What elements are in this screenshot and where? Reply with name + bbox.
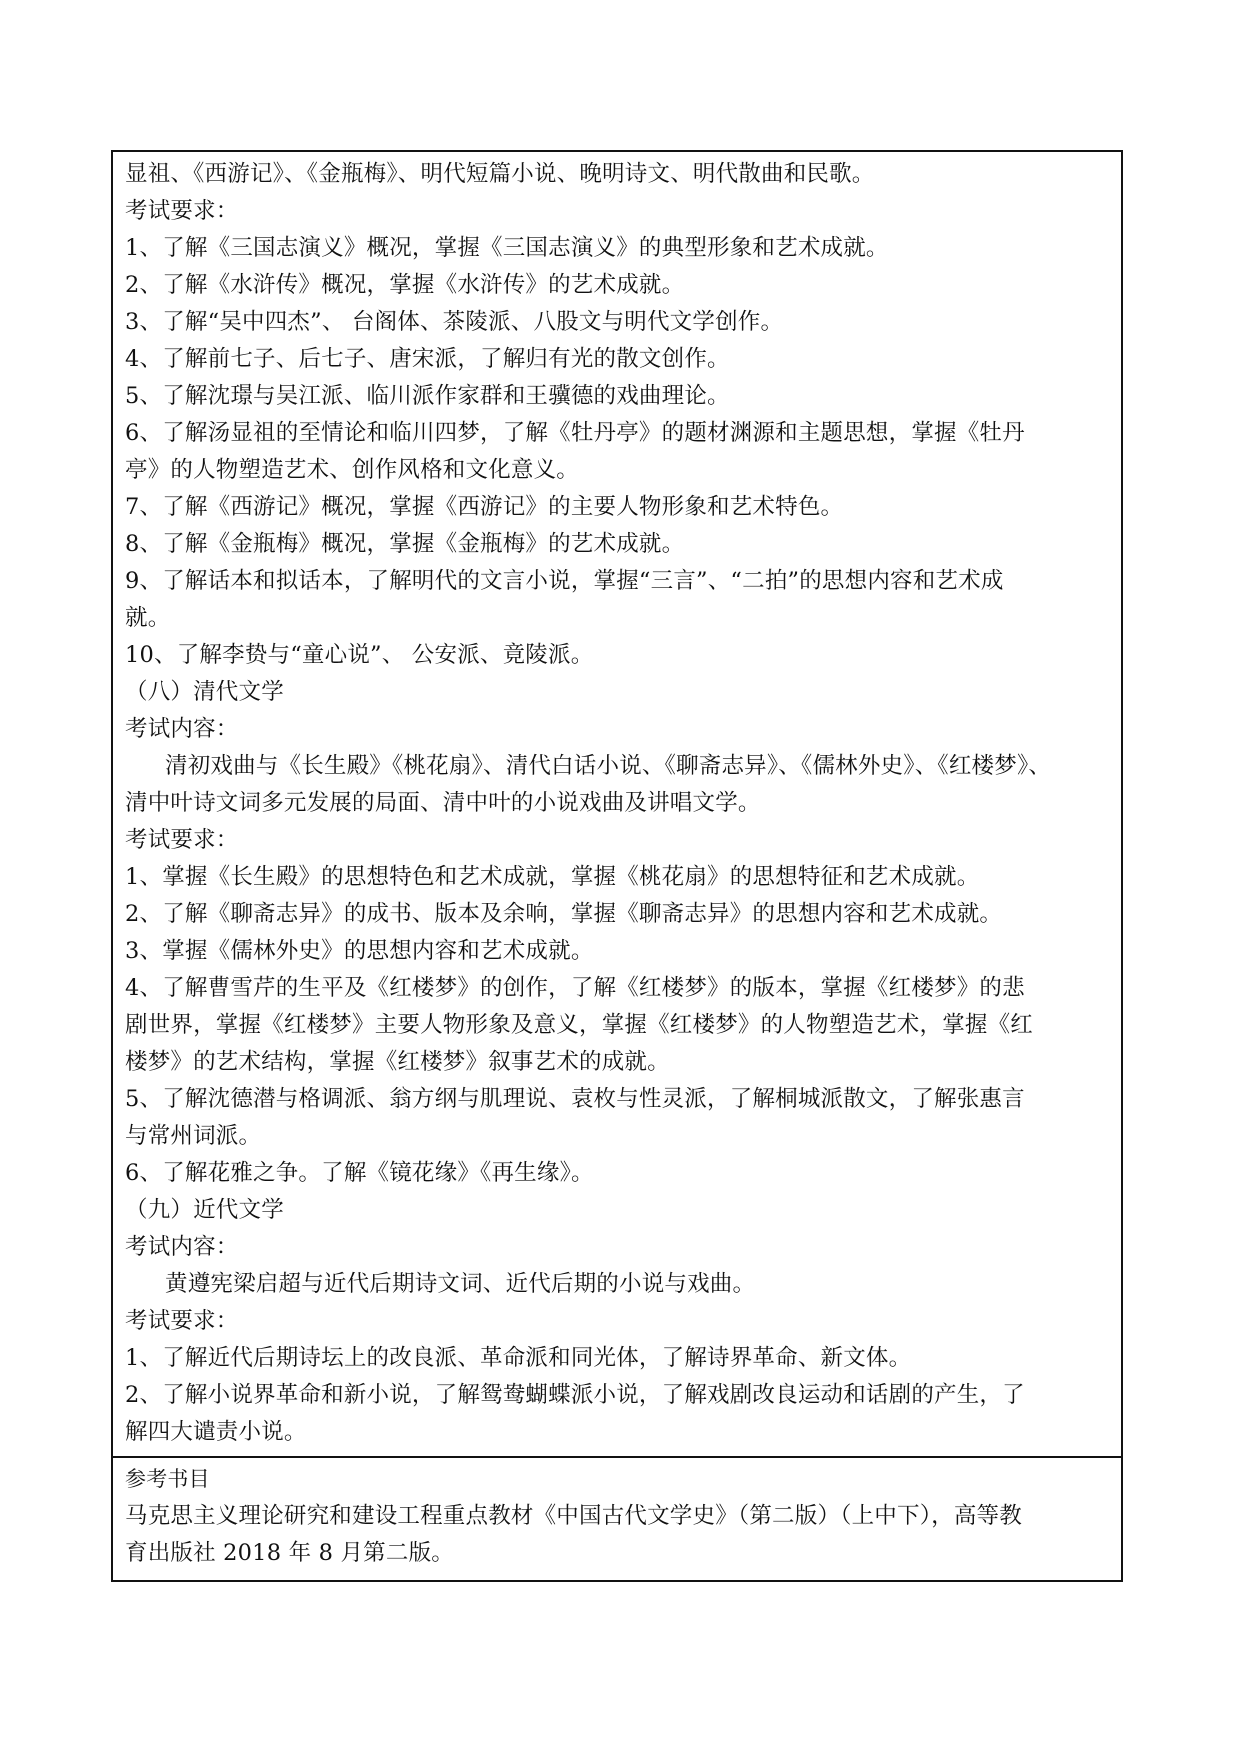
requirement-item: 4、了解前七子、后七子、唐宋派，了解归有光的散文创作。 bbox=[125, 346, 730, 372]
requirement-item: 剧世界，掌握《红楼梦》主要人物形象及意义，掌握《红楼梦》的人物塑造艺术，掌握《红 bbox=[125, 1012, 1034, 1038]
requirements-label: 考试要求： bbox=[125, 827, 239, 853]
requirements-label: 考试要求： bbox=[125, 198, 239, 224]
requirement-item: 10、了解李贽与“童心说”、 公安派、竟陵派。 bbox=[125, 642, 594, 668]
requirement-item: 7、了解《西游记》概况，掌握《西游记》的主要人物形象和艺术特色。 bbox=[125, 494, 844, 520]
content-continuation: 显祖、《西游记》、《金瓶梅》、明代短篇小说、晚明诗文、明代散曲和民歌。 bbox=[125, 161, 875, 187]
requirement-item: 4、了解曹雪芹的生平及《红楼梦》的创作，了解《红楼梦》的版本，掌握《红楼梦》的悲 bbox=[125, 975, 1025, 1001]
requirement-item: 楼梦》的艺术结构，掌握《红楼梦》叙事艺术的成就。 bbox=[125, 1049, 670, 1075]
requirement-item: 8、了解《金瓶梅》概况，掌握《金瓶梅》的艺术成就。 bbox=[125, 531, 685, 557]
requirement-item: 与常州词派。 bbox=[125, 1123, 262, 1149]
requirement-item: 2、了解《水浒传》概况，掌握《水浒传》的艺术成就。 bbox=[125, 272, 685, 298]
requirement-item: 2、了解小说界革命和新小说，了解鸳鸯蝴蝶派小说，了解戏剧改良运动和话剧的产生，了 bbox=[125, 1382, 1025, 1408]
requirement-item: 解四大谴责小说。 bbox=[125, 1419, 307, 1445]
requirement-item: 5、了解沈德潜与格调派、翁方纲与肌理说、袁枚与性灵派，了解桐城派散文，了解张惠言 bbox=[125, 1086, 1025, 1112]
content-label: 考试内容： bbox=[125, 1234, 239, 1260]
requirement-item: 亭》的人物塑造艺术、创作风格和文化意义。 bbox=[125, 457, 580, 483]
content-text: 清中叶诗文词多元发展的局面、清中叶的小说戏曲及讲唱文学。 bbox=[125, 790, 761, 816]
requirement-item: 6、了解汤显祖的至情论和临川四梦，了解《牡丹亭》的题材渊源和主题思想，掌握《牡丹 bbox=[125, 420, 1025, 446]
requirement-item: 1、了解《三国志演义》概况，掌握《三国志演义》的典型形象和艺术成就。 bbox=[125, 235, 889, 261]
requirement-item: 6、了解花雅之争。了解《镜花缘》《再生缘》。 bbox=[125, 1160, 594, 1186]
reference-text: 马克思主义理论研究和建设工程重点教材《中国古代文学史》（第二版）（上中下），高等教 bbox=[125, 1503, 1022, 1529]
reference-text: 育出版社 2018 年 8 月第二版。 bbox=[125, 1540, 454, 1566]
requirements-label: 考试要求： bbox=[125, 1308, 239, 1334]
requirement-item: 就。 bbox=[125, 605, 171, 631]
content-label: 考试内容： bbox=[125, 716, 239, 742]
requirement-item: 5、了解沈璟与吴江派、临川派作家群和王骥德的戏曲理论。 bbox=[125, 383, 730, 409]
references-label: 参考书目 bbox=[125, 1467, 210, 1491]
content-text: 黄遵宪梁启超与近代后期诗文词、近代后期的小说与戏曲。 bbox=[165, 1271, 756, 1297]
content-text: 清初戏曲与《长生殿》《桃花扇》、清代白话小说、《聊斋志异》、《儒林外史》、《红楼梦》、 bbox=[165, 753, 1052, 779]
syllabus-table bbox=[111, 150, 1123, 1582]
requirement-item: 1、掌握《长生殿》的思想特色和艺术成就，掌握《桃花扇》的思想特征和艺术成就。 bbox=[125, 864, 980, 890]
requirement-item: 1、了解近代后期诗坛上的改良派、革命派和同光体，了解诗界革命、新文体。 bbox=[125, 1345, 912, 1371]
table-row-divider bbox=[113, 1456, 1121, 1458]
requirement-item: 3、了解“吴中四杰”、 台阁体、茶陵派、八股文与明代文学创作。 bbox=[125, 309, 784, 335]
requirement-item: 9、了解话本和拟话本，了解明代的文言小说，掌握“三言”、“二拍”的思想内容和艺术成 bbox=[125, 568, 1004, 594]
requirement-item: 3、掌握《儒林外史》的思想内容和艺术成就。 bbox=[125, 938, 594, 964]
section-heading-qing: （八）清代文学 bbox=[125, 679, 284, 705]
requirement-item: 2、了解《聊斋志异》的成书、版本及余响，掌握《聊斋志异》的思想内容和艺术成就。 bbox=[125, 901, 1003, 927]
section-heading-modern: （九）近代文学 bbox=[125, 1197, 284, 1223]
